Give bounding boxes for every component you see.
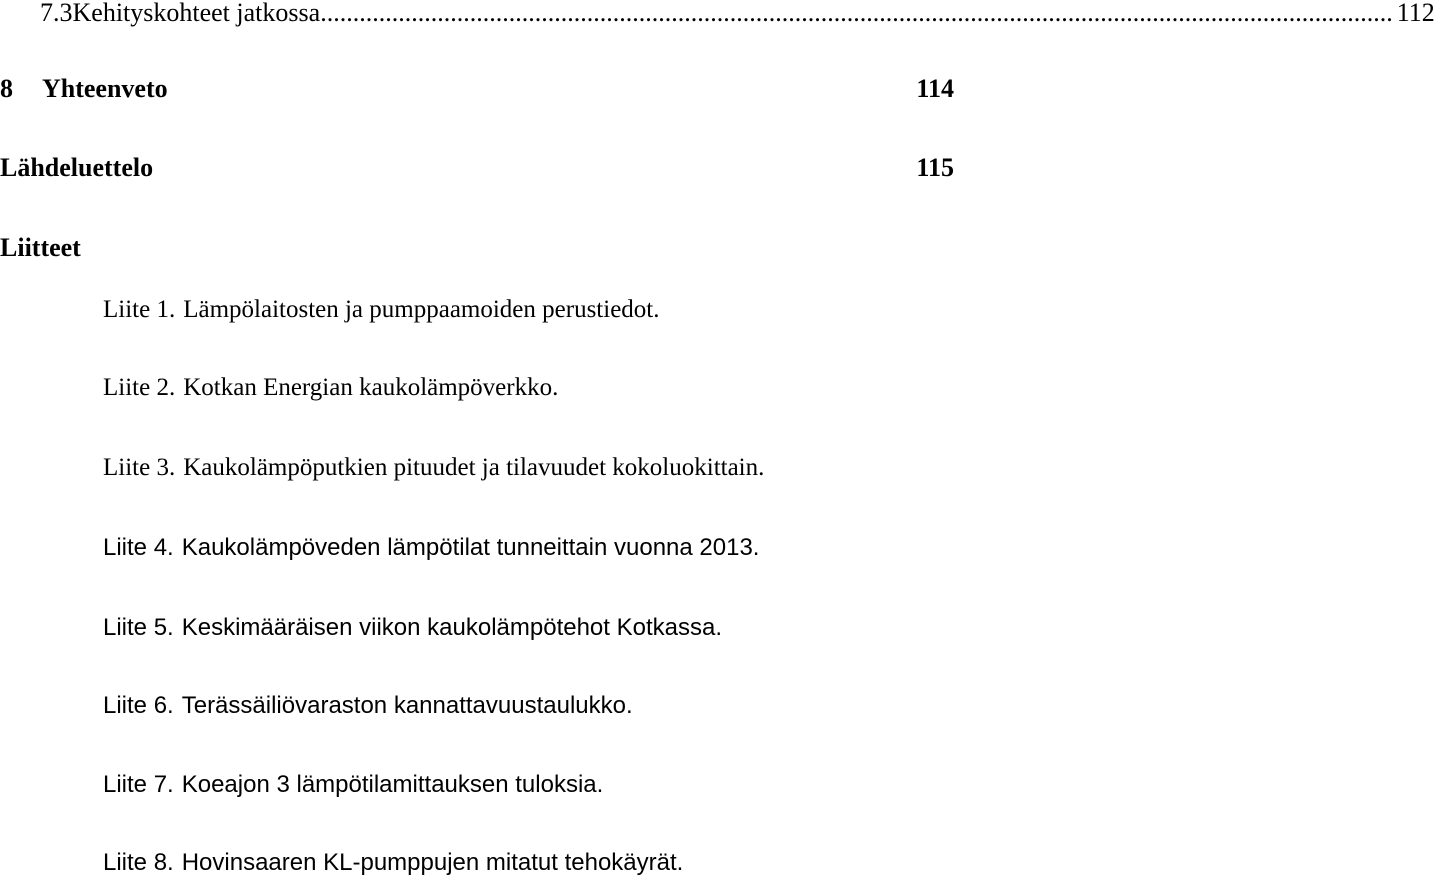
toc-dot-leader: ..................................................................................................................................................................... xyxy=(320,0,1393,27)
attachment-text: Hovinsaaren KL-pumppujen mitatut tehokäyrät. xyxy=(181,849,684,876)
attachment-label: Liite 2. xyxy=(103,374,176,401)
toc-entry-page: 112 xyxy=(1396,0,1435,27)
toc-entry-yhteenveto[interactable] xyxy=(0,71,960,107)
attachment-label: Liite 5. xyxy=(103,614,174,641)
attachment-item-5[interactable] xyxy=(103,610,960,646)
attachment-item-3[interactable] xyxy=(103,450,960,486)
toc-entry-title: Yhteenveto xyxy=(42,74,168,103)
attachment-label: Liite 4. xyxy=(103,534,174,561)
toc-entry-page: 115 xyxy=(916,153,954,182)
toc-entry-lahdeluettelo[interactable] xyxy=(0,150,960,186)
attachment-item-7[interactable] xyxy=(103,767,960,803)
attachment-text: Kaukolämpöputkien pituudet ja tilavuudet kokoluokittain. xyxy=(183,454,765,481)
toc-entry-7-3[interactable] xyxy=(40,0,1435,31)
attachment-label: Liite 6. xyxy=(103,692,174,719)
attachment-label: Liite 3. xyxy=(103,454,176,481)
attachment-text: Kotkan Energian kaukolämpöverkko. xyxy=(183,374,559,401)
toc-entry-page: 114 xyxy=(916,74,954,103)
attachment-item-1[interactable] xyxy=(103,292,960,328)
attachment-item-8[interactable] xyxy=(103,845,960,881)
attachment-text: Kaukolämpöveden lämpötilat tunneittain vuonna 2013. xyxy=(181,534,760,561)
attachment-item-2[interactable] xyxy=(103,370,960,406)
attachment-item-6[interactable] xyxy=(103,688,960,724)
attachment-text: Lämpölaitosten ja pumppaamoiden perustiedot. xyxy=(183,296,660,323)
attachment-item-4[interactable] xyxy=(103,530,960,566)
attachment-label: Liite 7. xyxy=(103,771,174,798)
toc-entry-number: 8 xyxy=(0,74,13,103)
attachment-label: Liite 1. xyxy=(103,296,176,323)
attachment-text: Keskimääräisen viikon kaukolämpötehot Kotkassa. xyxy=(181,614,722,641)
toc-entry-title: Lähdeluettelo xyxy=(0,153,154,182)
attachment-label: Liite 8. xyxy=(103,849,174,876)
toc-entry-title: Kehityskohteet jatkossa xyxy=(72,0,321,27)
attachments-heading: Liitteet xyxy=(0,233,81,262)
attachment-text: Koeajon 3 lämpötilamittauksen tuloksia. xyxy=(181,771,604,798)
attachment-text: Terässäiliövaraston kannattavuustaulukko. xyxy=(181,692,633,719)
toc-entry-number: 7.3 xyxy=(40,0,73,27)
